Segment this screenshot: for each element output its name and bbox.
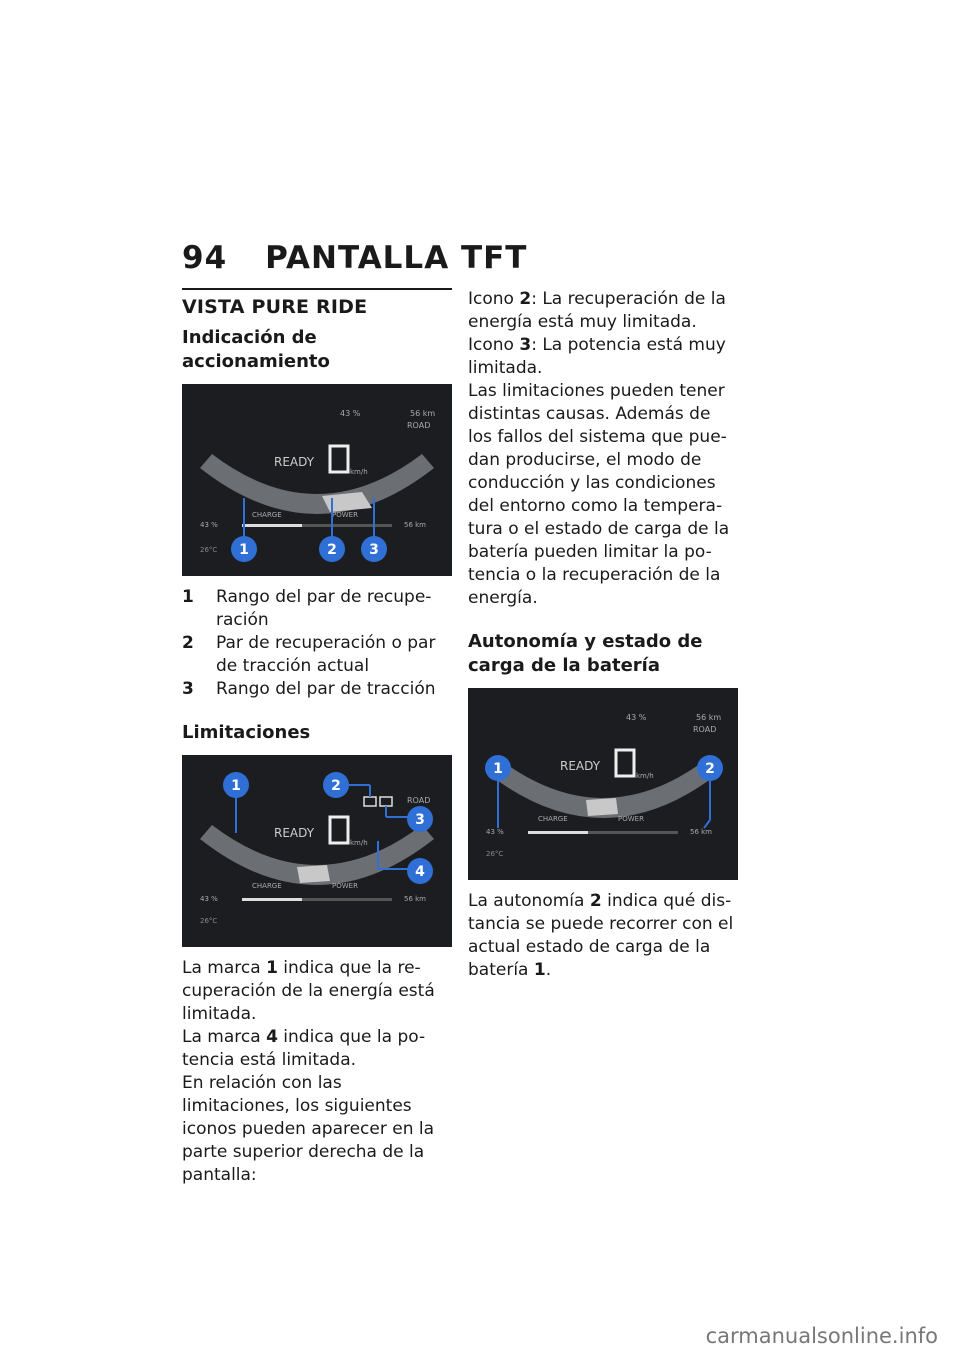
watermark: carmanualsonline.info — [705, 1324, 938, 1348]
left-column — [182, 288, 452, 1187]
page-header — [182, 240, 527, 276]
legend-item: 2 Par de recuperación o par de tracción actual — [182, 633, 436, 676]
tft-screen-drive — [182, 384, 452, 576]
icons-paragraph-2: Icono 3: La potencia está muy limitada. — [468, 335, 726, 378]
svg-text:2: 2 — [331, 778, 341, 794]
figure-drive-indicator — [182, 384, 452, 576]
ready-text: READY — [274, 455, 315, 469]
legend-item: 1 Rango del par de recupe-ración — [182, 587, 432, 630]
svg-text:CHARGE: CHARGE — [252, 882, 282, 890]
svg-text:56 km: 56 km — [404, 521, 427, 529]
svg-text:43 %: 43 % — [200, 895, 218, 903]
figure-range-battery — [468, 688, 738, 880]
page-number: 94 — [182, 240, 228, 276]
limits-paragraph-1: La marca 1 indica que la re-cuperación de la energía está limitada. — [182, 958, 435, 1024]
tft-screen-range — [468, 688, 738, 880]
drive-heading: Indicación de accionamiento — [182, 327, 330, 372]
svg-text:56 km: 56 km — [690, 828, 713, 836]
right-column — [468, 288, 738, 982]
battery-readout: 43 % — [340, 409, 361, 418]
callout-2: 2 — [327, 542, 337, 558]
svg-text:26°C: 26°C — [200, 917, 218, 925]
callout-3: 3 — [369, 542, 379, 558]
callout-1: 1 — [239, 542, 249, 558]
svg-text:READY: READY — [274, 826, 315, 840]
limits-paragraph-3: En relación con las limitaciones, los siguientes iconos pueden aparecer en la parte superior derecha de la pantalla: — [182, 1073, 435, 1185]
svg-text:POWER: POWER — [332, 882, 358, 890]
callout-4: 4 — [415, 864, 425, 880]
drive-legend — [182, 586, 452, 701]
svg-text:ROAD: ROAD — [693, 725, 717, 734]
power-label: POWER — [332, 511, 358, 519]
svg-text:3: 3 — [415, 812, 425, 828]
svg-text:READY: READY — [560, 759, 601, 773]
limits-paragraph-2: La marca 4 indica que la po-tencia está limitada. — [182, 1027, 426, 1070]
svg-text:43 %: 43 % — [626, 713, 647, 722]
tft-screen-limits — [182, 755, 452, 947]
svg-text:56 km: 56 km — [696, 713, 722, 722]
svg-text:km/h: km/h — [350, 839, 368, 847]
svg-text:POWER: POWER — [618, 815, 644, 823]
svg-text:CHARGE: CHARGE — [538, 815, 568, 823]
charge-label: CHARGE — [252, 511, 282, 519]
temp-readout: 26°C — [200, 546, 218, 554]
range-heading: Autonomía y estado de carga de la batería — [468, 631, 703, 676]
svg-text:2: 2 — [705, 761, 715, 777]
svg-text:1: 1 — [231, 778, 241, 794]
svg-text:1: 1 — [493, 761, 503, 777]
mode-readout: ROAD — [407, 421, 431, 430]
legend-item: 3 Rango del par de tracción — [182, 679, 436, 699]
svg-text:26°C: 26°C — [486, 850, 504, 858]
section-title: VISTA PURE RIDE — [182, 296, 368, 318]
limits-heading: Limitaciones — [182, 722, 311, 743]
section-rule — [182, 288, 452, 290]
svg-text:56 km: 56 km — [404, 895, 427, 903]
range-paragraph: La autonomía 2 indica qué dis-tancia se puede recorrer con el actual estado de carga de la batería 1. — [468, 891, 734, 980]
speed-unit: km/h — [350, 468, 368, 476]
figure-limitations — [182, 755, 452, 947]
page-title: PANTALLA TFT — [265, 240, 528, 276]
svg-text:43 %: 43 % — [200, 521, 218, 529]
svg-text:43 %: 43 % — [486, 828, 504, 836]
range-readout: 56 km — [410, 409, 436, 418]
svg-text:km/h: km/h — [636, 772, 654, 780]
icons-paragraph-1: Icono 2: La recuperación de la energía está muy limitada. — [468, 289, 726, 332]
icons-paragraph-3: Las limitaciones pueden tener distintas causas. Además de los fallos del sistema que pue-dan producirse, el modo de conducción y las condiciones del entorno como la tempera-tura o el estado de carga de la batería pueden limitar la po-tencia o la recuperación de la energía. — [468, 381, 730, 608]
svg-text:ROAD: ROAD — [407, 796, 431, 805]
